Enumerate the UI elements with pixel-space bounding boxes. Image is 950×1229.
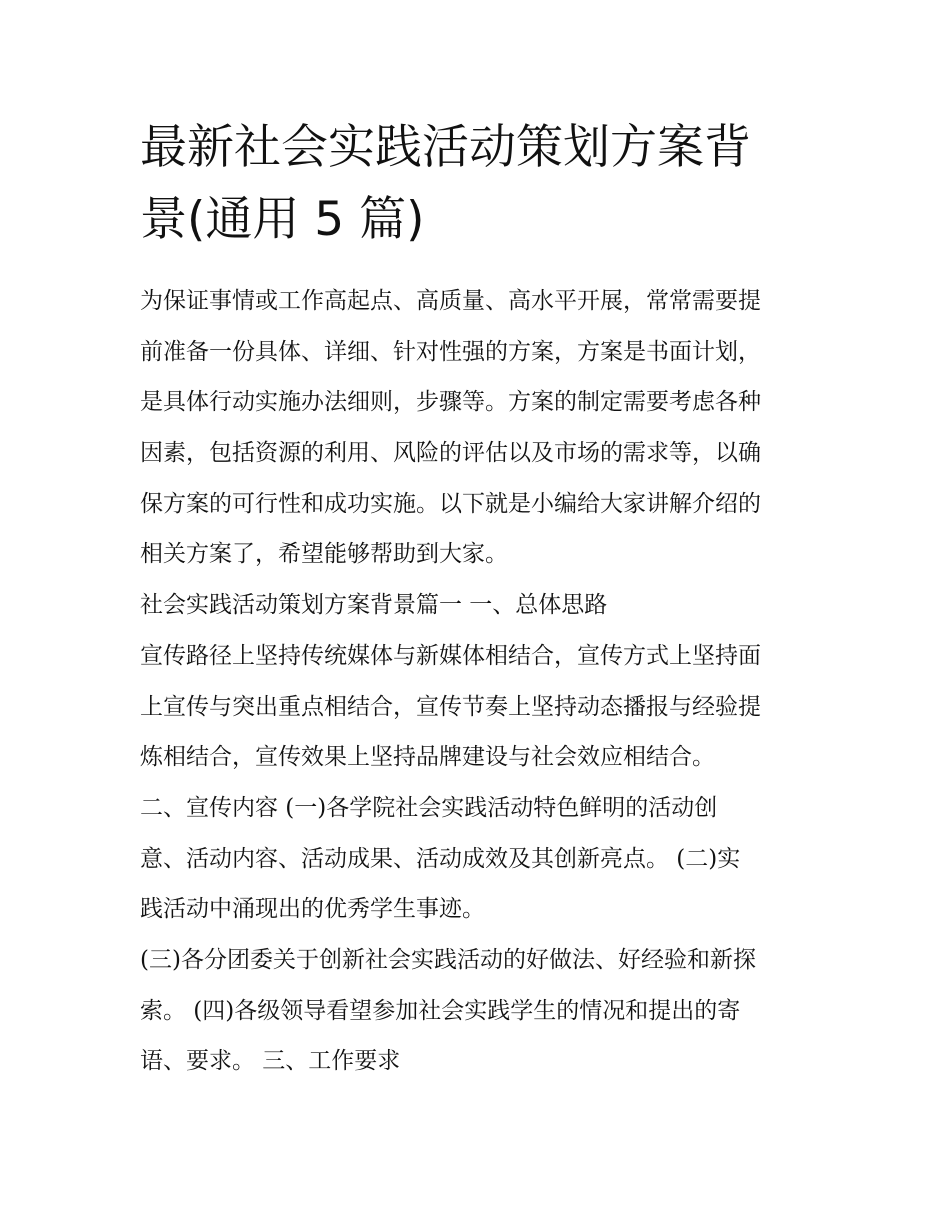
body-line: (三)各分团委关于创新社会实践活动的好做法、好经验和新探 [140,946,756,973]
body-line: 上宣传与突出重点相结合，宣传节奏上坚持动态播报与经验提 [140,693,761,720]
body-line: 因素，包括资源的利用、风险的评估以及市场的需求等，以确 [140,440,761,467]
body-line: 索。 (四)各级领导看望参加社会实践学生的情况和提出的寄 [140,997,741,1024]
title-line-1: 最新社会实践活动策划方案背 [140,120,751,175]
body-line: 意、活动内容、活动成果、活动成效及其创新亮点。 (二)实 [140,845,741,872]
body-line: 相关方案了，希望能够帮助到大家。 [140,541,508,568]
body-line: 炼相结合，宣传效果上坚持品牌建设与社会效应相结合。 [140,744,715,771]
body-line: 宣传路径上坚持传统媒体与新媒体相结合，宣传方式上坚持面 [140,642,761,669]
document-title [140,112,820,256]
body-line: 语、要求。 三、工作要求 [140,1048,401,1075]
body-line: 为保证事情或工作高起点、高质量、高水平开展，常常需要提 [140,288,761,314]
body-line: 是具体行动实施办法细则，步骤等。方案的制定需要考虑各种 [140,389,761,416]
section-heading-line: 社会实践活动策划方案背景篇一 一、总体思路 [140,592,608,619]
title-line-2: 景(通用 5 篇) [140,192,425,247]
body-line: 保方案的可行性和成功实施。以下就是小编给大家讲解介绍的 [140,490,761,517]
body-line: 践活动中涌现出的优秀学生事迹。 [140,896,485,923]
document-body [140,276,820,1087]
body-line: 前准备一份具体、详细、针对性强的方案，方案是书面计划， [140,338,761,365]
body-line: 二、宣传内容 (一)各学院社会实践活动特色鲜明的活动创 [140,794,718,821]
